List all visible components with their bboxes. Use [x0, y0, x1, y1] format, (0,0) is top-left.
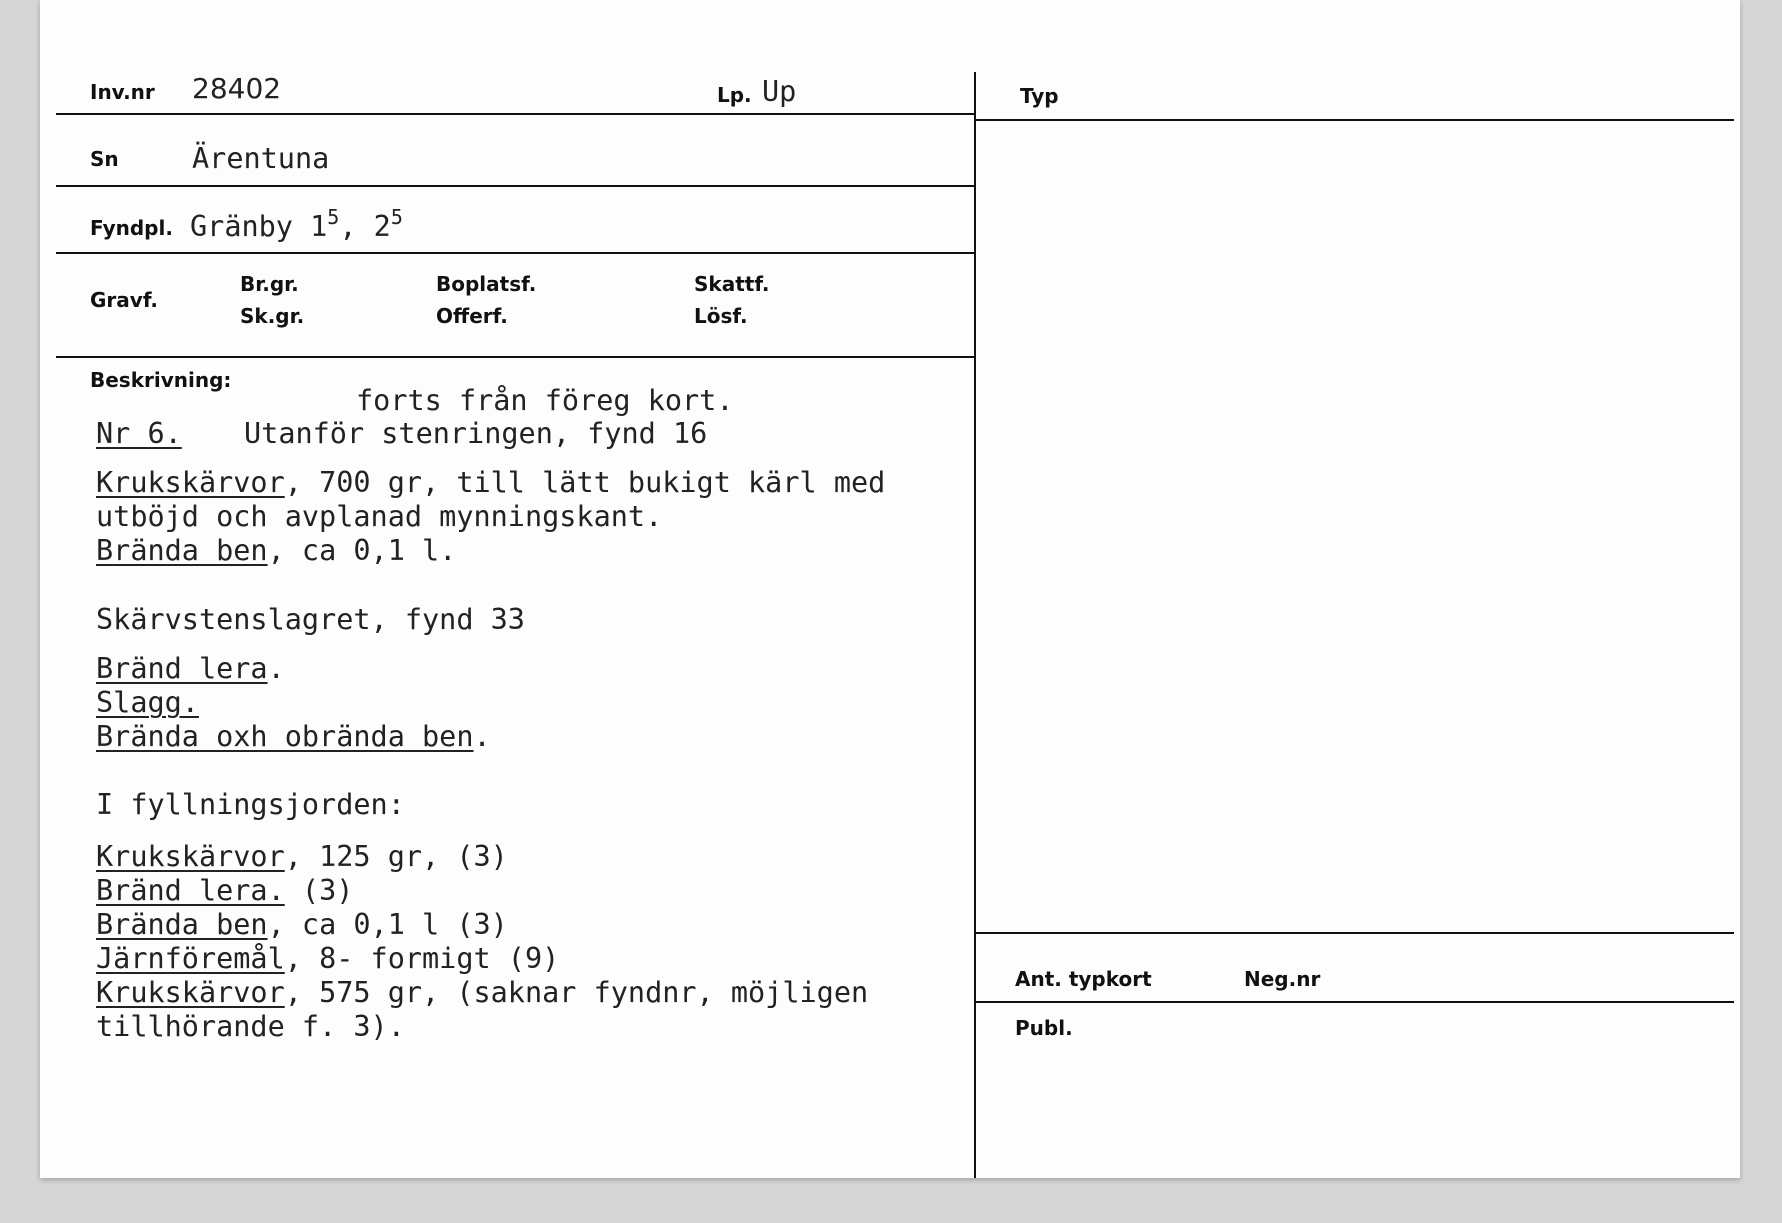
desc-line-6 [96, 720, 491, 754]
sk-gr-label: Sk.gr. [240, 304, 305, 328]
desc-find-krukskarvor-3: Krukskärvor [96, 976, 285, 1009]
desc-section-2-heading: Skärvstenslagret, fynd 33 [96, 603, 525, 636]
desc-find-krukskarvor-2-text: , 125 gr, (3) [284, 840, 508, 873]
desc-find-branda-ben-2: Brända ben [96, 908, 268, 941]
desc-find-branda-ben-2-text: , ca 0,1 l (3) [267, 908, 508, 941]
desc-find-krukskarvor-3-text: , 575 gr, (saknar fyndnr, möjligen [284, 976, 869, 1009]
sn-value: Ärentuna [192, 142, 330, 175]
desc-find-krukskarvor-2: Krukskärvor [96, 840, 285, 873]
desc-find-krukskarvor-text: , 700 gr, till lätt bukigt kärl med [284, 466, 886, 499]
desc-line-2: utböjd och avplanad mynningskant. [96, 500, 663, 533]
losf-label: Lösf. [694, 304, 748, 328]
fyndpl-sup-1: 5 [327, 205, 340, 229]
desc-find-krukskarvor: Krukskärvor [96, 466, 285, 499]
desc-line-1 [96, 466, 885, 500]
desc-line-7 [96, 840, 508, 874]
desc-line-4 [96, 652, 285, 686]
sn-label: Sn [90, 147, 119, 171]
fyndpl-sup-2: 5 [390, 205, 403, 229]
fyndpl-sep: , 2 [339, 210, 391, 243]
rule-neg [976, 1001, 1734, 1003]
desc-find-jarnforemal: Järnföremål [96, 942, 285, 975]
column-divider [974, 72, 976, 1178]
desc-find-brand-lera-2-text: (3) [284, 874, 354, 907]
desc-line-3 [96, 534, 456, 568]
inv-nr-label: Inv.nr [90, 80, 155, 104]
desc-find-branda-obranda-ben-text: . [473, 720, 491, 753]
inv-nr-value: 28402 [192, 72, 282, 105]
desc-find-branda-ben-text: , ca 0,1 l. [267, 534, 457, 567]
typ-label: Typ [1020, 84, 1059, 108]
rule-inv [56, 113, 974, 115]
desc-find-branda-ben: Brända ben [96, 534, 268, 567]
publ-label: Publ. [1015, 1016, 1073, 1040]
desc-find-branda-obranda-ben: Brända oxh obrända ben [96, 720, 474, 753]
desc-line-11 [96, 976, 868, 1010]
desc-line-8 [96, 874, 353, 908]
desc-line-12: tillhörande f. 3). [96, 1010, 405, 1043]
lp-value: Up [762, 75, 797, 108]
br-gr-label: Br.gr. [240, 272, 299, 296]
skattf-label: Skattf. [694, 272, 770, 296]
catalog-card [40, 0, 1740, 1178]
desc-find-jarnforemal-text: , 8- formigt (9) [284, 942, 560, 975]
desc-line-10 [96, 942, 559, 976]
desc-nr-text: Utanför stenringen, fynd 16 [244, 417, 708, 450]
fyndpl-label: Fyndpl. [90, 216, 173, 240]
fyndpl-name: Gränby 1 [190, 210, 328, 243]
fyndpl-value [190, 205, 403, 246]
lp-label: Lp. [717, 83, 752, 107]
rule-sn [56, 185, 974, 187]
desc-line-9 [96, 908, 508, 942]
boplatsf-label: Boplatsf. [436, 272, 537, 296]
desc-find-brand-lera-2: Bränd lera. [96, 874, 285, 907]
desc-nr-label: Nr 6. [96, 417, 182, 450]
desc-line-5 [96, 686, 199, 720]
desc-section-3-heading: I fyllningsjorden: [96, 788, 405, 821]
gravf-label: Gravf. [90, 288, 159, 312]
offerf-label: Offerf. [436, 304, 508, 328]
desc-find-brand-lera: Bränd lera [96, 652, 268, 685]
rule-fyndpl [56, 252, 974, 254]
ant-typkort-label: Ant. typkort [1015, 967, 1152, 991]
neg-nr-label: Neg.nr [1244, 967, 1321, 991]
desc-find-slagg: Slagg. [96, 686, 199, 719]
rule-typ [976, 119, 1734, 121]
beskrivning-label: Beskrivning: [90, 368, 232, 392]
desc-find-brand-lera-text: . [267, 652, 285, 685]
rule-gravf [56, 356, 974, 358]
desc-intro: forts från föreg kort. [356, 384, 734, 417]
rule-ant [976, 932, 1734, 934]
